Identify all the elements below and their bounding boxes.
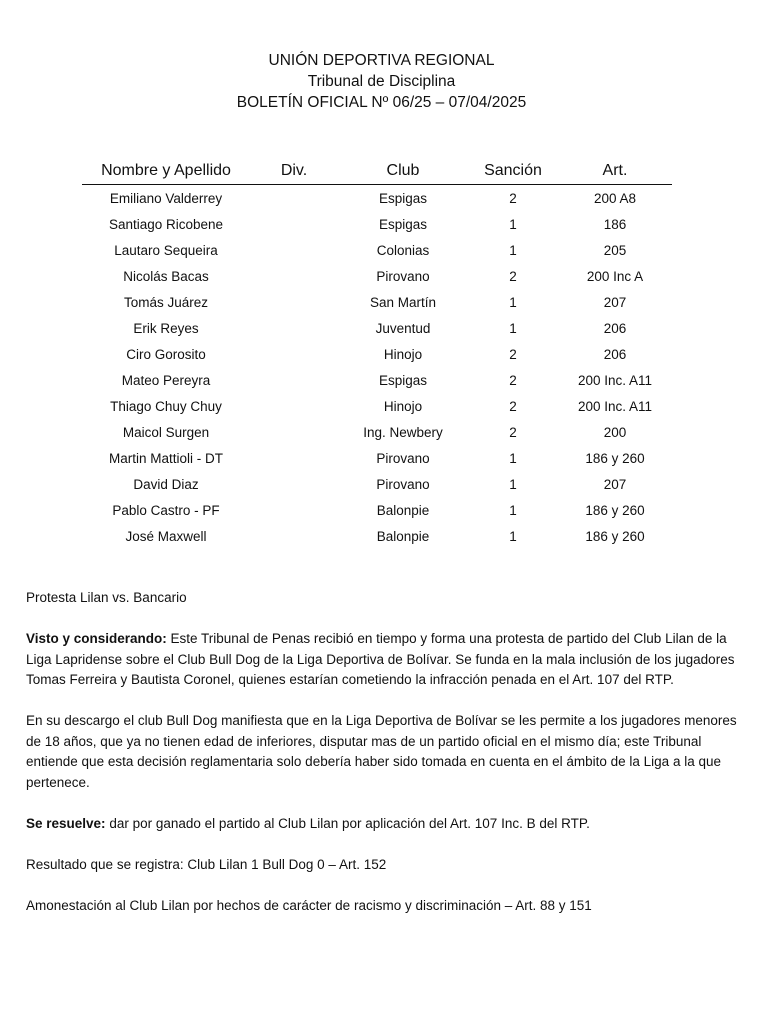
resultado-paragraph: Resultado que se registra: Club Lilan 1 Bull Dog 0 – Art. 152 bbox=[26, 856, 387, 872]
cell-name: Martin Mattioli - DT bbox=[108, 450, 223, 466]
cell-div bbox=[250, 393, 338, 419]
column-header-club: Club bbox=[338, 158, 468, 185]
cell-name: Tomás Juárez bbox=[123, 294, 209, 310]
column-header-sancion: Sanción bbox=[468, 158, 558, 185]
cell-art: 200 Inc. A11 bbox=[577, 372, 653, 388]
cell-art: 200 Inc. A11 bbox=[577, 398, 653, 414]
column-header-art: Art. bbox=[558, 158, 672, 185]
table-row bbox=[82, 393, 672, 419]
column-header-name: Nombre y Apellido bbox=[82, 158, 250, 185]
table-row bbox=[82, 211, 672, 237]
cell-sancion: 2 bbox=[509, 424, 517, 440]
table-row bbox=[82, 419, 672, 445]
cell-club: Balonpie bbox=[376, 528, 430, 544]
cell-name: Maicol Surgen bbox=[122, 424, 210, 440]
cell-art: 207 bbox=[603, 294, 627, 310]
descargo-paragraph: En su descargo el club Bull Dog manifiesta que en la Liga Deportiva de Bolívar se les permite a los jugadores menores de 18 años, que ya no tienen edad de inferiores, disputar mas de un partido oficial en el mismo día; este Tribunal entiende que esta decisión reglamentaria solo debería haber sido tomada en cuenta en el ámbito de la Liga a la que pertenece. bbox=[26, 713, 737, 790]
table-row bbox=[82, 263, 672, 289]
cell-art: 186 y 260 bbox=[585, 450, 645, 466]
table-row bbox=[82, 289, 672, 315]
cell-club: Balonpie bbox=[376, 502, 430, 518]
cell-name: José Maxwell bbox=[125, 528, 207, 544]
sanctions-table bbox=[82, 158, 672, 549]
cell-club: Hinojo bbox=[383, 346, 423, 362]
cell-div bbox=[250, 419, 338, 445]
cell-club: Pirovano bbox=[376, 476, 430, 492]
cell-div bbox=[250, 289, 338, 315]
cell-sancion: 1 bbox=[509, 450, 517, 466]
cell-sancion: 1 bbox=[509, 294, 517, 310]
cell-art: 206 bbox=[603, 346, 627, 362]
cell-sancion: 2 bbox=[509, 398, 517, 414]
organization-title: UNIÓN DEPORTIVA REGIONAL bbox=[268, 52, 495, 69]
cell-sancion: 1 bbox=[509, 320, 517, 336]
amonestacion-paragraph: Amonestación al Club Lilan por hechos de carácter de racismo y discriminación – Art. 88 y 151 bbox=[26, 897, 592, 913]
visto-text: Este Tribunal de Penas recibió en tiempo y forma una protesta de partido del Club Lilan de la Liga Lapridense sobre el Club Bull Dog de la Liga Deportiva de Bolívar. Se funda en la mala inclusión de los jugadores Tomas Ferreira y Bautista Coronel, quienes estarían cometiendo la infracción penada en el Art. 107 del RTP. bbox=[26, 631, 735, 687]
cell-art: 207 bbox=[603, 476, 627, 492]
cell-art: 206 bbox=[603, 320, 627, 336]
cell-club: Espigas bbox=[378, 190, 428, 206]
tribunal-subtitle: Tribunal de Disciplina bbox=[307, 73, 456, 90]
cell-art: 205 bbox=[603, 242, 627, 258]
visto-paragraph bbox=[26, 629, 738, 691]
cell-sancion: 2 bbox=[509, 372, 517, 388]
cell-sancion: 2 bbox=[509, 190, 517, 206]
cell-name: Emiliano Valderrey bbox=[109, 190, 223, 206]
resolution-text bbox=[26, 588, 738, 937]
table-row bbox=[82, 237, 672, 263]
table-header-row bbox=[82, 158, 672, 185]
cell-club: Hinojo bbox=[383, 398, 423, 414]
cell-club: Pirovano bbox=[376, 450, 430, 466]
cell-club: San Martín bbox=[369, 294, 437, 310]
cell-name: Nicolás Bacas bbox=[123, 268, 209, 284]
protest-title: Protesta Lilan vs. Bancario bbox=[26, 590, 187, 605]
cell-name: Thiago Chuy Chuy bbox=[110, 398, 222, 414]
cell-sancion: 1 bbox=[509, 502, 517, 518]
cell-art: 200 Inc A bbox=[586, 268, 644, 284]
cell-div bbox=[250, 367, 338, 393]
cell-div bbox=[250, 497, 338, 523]
cell-sancion: 1 bbox=[509, 242, 517, 258]
cell-name: Erik Reyes bbox=[133, 320, 199, 336]
visto-label: Visto y considerando: bbox=[26, 631, 167, 646]
table-row bbox=[82, 523, 672, 549]
cell-club: Juventud bbox=[375, 320, 431, 336]
cell-div bbox=[250, 211, 338, 237]
cell-art: 186 bbox=[603, 216, 627, 232]
cell-sancion: 2 bbox=[509, 346, 517, 362]
cell-sancion: 1 bbox=[509, 528, 517, 544]
cell-div bbox=[250, 341, 338, 367]
table-row bbox=[82, 315, 672, 341]
cell-div bbox=[250, 315, 338, 341]
cell-div bbox=[250, 185, 338, 212]
cell-name: Lautaro Sequeira bbox=[114, 242, 218, 258]
resuelve-label: Se resuelve: bbox=[26, 815, 106, 831]
cell-art: 186 y 260 bbox=[585, 528, 645, 544]
bulletin-title: BOLETÍN OFICIAL Nº 06/25 – 07/04/2025 bbox=[236, 94, 527, 111]
cell-club: Espigas bbox=[378, 372, 428, 388]
cell-name: Ciro Gorosito bbox=[126, 346, 206, 362]
document-header bbox=[0, 50, 763, 113]
table-row bbox=[82, 185, 672, 212]
cell-div bbox=[250, 471, 338, 497]
sanctions-table-body bbox=[82, 185, 672, 550]
table-row bbox=[82, 497, 672, 523]
cell-div bbox=[250, 445, 338, 471]
cell-div bbox=[250, 523, 338, 549]
cell-name: Pablo Castro - PF bbox=[112, 502, 220, 518]
cell-name: David Diaz bbox=[133, 476, 199, 492]
cell-sancion: 1 bbox=[509, 476, 517, 492]
cell-sancion: 1 bbox=[509, 216, 517, 232]
column-header-div: Div. bbox=[250, 158, 338, 185]
cell-art: 186 y 260 bbox=[585, 502, 645, 518]
cell-div bbox=[250, 263, 338, 289]
cell-club: Espigas bbox=[378, 216, 428, 232]
cell-club: Colonias bbox=[376, 242, 430, 258]
cell-div bbox=[250, 237, 338, 263]
cell-art: 200 A8 bbox=[593, 190, 637, 206]
cell-club: Pirovano bbox=[376, 268, 430, 284]
cell-name: Mateo Pereyra bbox=[121, 372, 211, 388]
cell-sancion: 2 bbox=[509, 268, 517, 284]
table-row bbox=[82, 471, 672, 497]
table-row bbox=[82, 445, 672, 471]
resuelve-text: dar por ganado el partido al Club Lilan por aplicación del Art. 107 Inc. B del RTP. bbox=[105, 815, 590, 831]
cell-club: Ing. Newbery bbox=[363, 424, 443, 440]
table-row bbox=[82, 341, 672, 367]
cell-name: Santiago Ricobene bbox=[108, 216, 224, 232]
resuelve-paragraph bbox=[26, 814, 738, 835]
table-row bbox=[82, 367, 672, 393]
cell-art: 200 bbox=[603, 424, 627, 440]
